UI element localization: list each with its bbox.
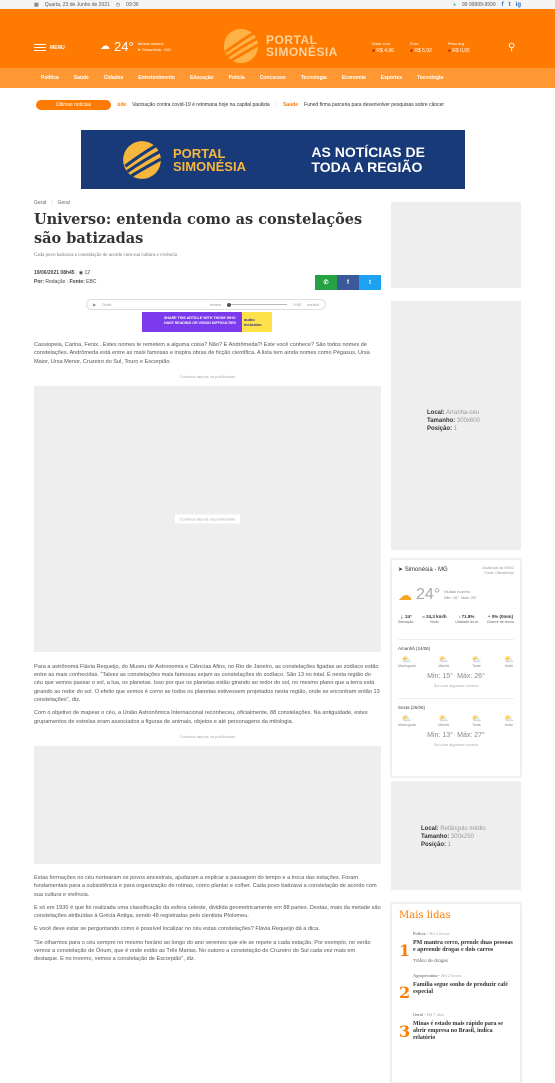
forecast-part: Noite: [504, 723, 514, 727]
forecast-icon: ⛅: [471, 655, 482, 664]
article-paragraph: Cassiopeia, Carina, Fenix...Estes nomes te remetem a alguma coisa? Não? E Andrômeda?! Este você conhece? São todos nomes de constelações. Andrômeda está entre as mais famosas e inspira obras de ficção científica. A lista tem ainda nomes como Pégasus, Ursa Maior, Ursa Menor, Cruzeiro do Sul, Touro e Escorpião.: [34, 342, 370, 365]
ad-label: Continua depois da publicidade: [179, 733, 236, 739]
forecast-icon: ⛅: [401, 714, 412, 723]
header-location: Simonésia - MG: [142, 46, 171, 52]
rank-number: 3: [399, 1022, 411, 1041]
weather-location: Simonésia - MG: [404, 567, 448, 573]
stat-label: Sensação: [398, 620, 414, 624]
inline-ad[interactable]: [34, 386, 381, 652]
header-temp: 24°: [114, 39, 134, 54]
item-ago: Há 2 horas: [429, 931, 450, 936]
ticker-item[interactable]: Vacinação contra covid-19 é retomana hoje na capital paulista: [132, 102, 270, 108]
banner-slogan-line2: TODA A REGIÃO: [311, 158, 423, 175]
cloud-sun-icon: ☁: [398, 586, 412, 603]
article-paragraph: "Se olharmos para o céu sempre no mesmo horário ao longo do ano veremos que ele se repete a cada estação. Por exemplo, no verão vemos a constelação de Órium, que é onde estão as Três Marias. No outono a constelação do Cruzeiro do Sul cada vez mais em destaque. E no inverno, vemos a constelação de Escorpião", diz.: [34, 939, 371, 963]
forecast-min: Min: 13°: [427, 732, 453, 739]
article-paragraph: Para a astrônoma Flávia Requeijo, do Museu de Astronomia e Ciências Afins, no Rio de Janeiro, as constelações ligadas ao zodíaco estão entre as mais conhecidas. "Talvez as constelações mais famosas sejam as constelações do zodíaco. São 13 no total. É nesta região do céu que vemos passar o sol, a lua, os planetas. Isso por que os planetas estão girando ao redor do sol, no mesmo plano que a terra está girando ao redor do sol. O efeito que vemos é como se todos os planetas estivessem projetados nesta região, onde se encontram então 13 constelações", diz.: [34, 663, 380, 704]
forecast-icon: ⛅: [401, 655, 412, 664]
banner-logo-line1: PORTAL: [173, 145, 226, 161]
facebook-share-button[interactable]: f: [337, 275, 359, 290]
sidebar-ad-small[interactable]: [391, 202, 521, 288]
weather-temp: 24°: [416, 586, 441, 603]
audio-inclusion-banner[interactable]: [142, 312, 272, 332]
nav-item-cidades[interactable]: Cidades: [103, 75, 124, 81]
rate-value: R$ 0,05: [452, 48, 470, 54]
forecast-icon: ⛅: [471, 714, 482, 723]
down-arrow-icon: ●: [409, 48, 413, 54]
forecast-day: [398, 698, 514, 747]
forecast-part: Manhã: [438, 723, 449, 727]
sidebar-ad-rectangle[interactable]: [391, 781, 521, 890]
calendar-icon: ▦: [34, 1, 39, 8]
author-label: Por:: [34, 279, 44, 285]
nav-item-concursos[interactable]: Concursos: [259, 75, 286, 81]
nav-item-politica[interactable]: Política: [41, 75, 59, 81]
thermometer-icon: 🌡: [399, 615, 405, 619]
article-meta: 19/06/2021 08h45 | ◉ 12 Por: Redação | Fonte: EBC: [34, 270, 97, 285]
item-title[interactable]: PM mantra cerco, prende duas pessoas e apreende drogas e dois carros: [413, 940, 513, 953]
nav-item-economia[interactable]: Economia: [341, 75, 366, 81]
location-arrow-icon: ➤: [137, 46, 142, 52]
most-read-title: Mais lidas: [399, 910, 451, 921]
breadcrumb-item[interactable]: Geral: [34, 200, 47, 206]
weather-source: Fonte: Climatempo: [484, 571, 514, 575]
audio-progress[interactable]: [227, 304, 287, 305]
droplet-icon: ◊: [458, 615, 461, 619]
rate-value: R$ 4,96: [376, 48, 394, 54]
breadcrumb: Geral | Geral: [34, 200, 70, 206]
top-banner-ad[interactable]: [81, 130, 465, 189]
stat-label: Chance de chuva: [486, 620, 514, 624]
ad-size: 300x250: [450, 834, 474, 840]
twitter-share-button[interactable]: t: [359, 275, 381, 290]
weather-condition: Muitas nuvens: [444, 589, 470, 594]
ad-pos: 1: [447, 842, 452, 848]
cloud-sun-icon: ☁: [100, 41, 110, 52]
forecast-min: Min: 15°: [427, 673, 453, 680]
sidebar-ad-skyscraper[interactable]: [391, 301, 521, 550]
currency-rates: [372, 41, 470, 54]
article-paragraph: E você deve estar se perguntando como é possível localizar no céu estas constelações? Flávia Requeijo dá a dica.: [34, 926, 320, 933]
article-paragraph: E só em 1930 é que foi realizada uma classificação da esfera celeste, dividida geometricamente em 88 partes. Destas, mais da metade são constelações atribuídas à Grécia Antiga, sendo 48 registradas pelo cientista Ptolomeu.: [34, 904, 381, 920]
wind-icon: ≋: [422, 615, 426, 619]
weather-widget: [391, 559, 521, 777]
down-arrow-icon: ●: [447, 48, 451, 54]
stat-value: 0% (0mm): [491, 614, 514, 619]
forecast-date: Sexta (25/06): [398, 705, 426, 710]
forecast-desc: Sol com algumas nuvens: [433, 742, 479, 747]
ticker-category: úde: [117, 102, 127, 108]
ad-label: Continua depois da publicidade: [175, 514, 241, 523]
ticker-item[interactable]: Funed firma parceria para desenvolver pesquisas sobre câncer: [304, 102, 445, 108]
logo-line2: SIMONÉSIA: [266, 45, 338, 59]
forecast-date: Amanhã (24/06): [398, 646, 431, 651]
ad-local-label: Local:: [427, 410, 445, 416]
facebook-icon[interactable]: f: [501, 1, 504, 8]
inline-ad-2[interactable]: [34, 746, 381, 864]
audio-player: [86, 299, 326, 310]
author: Redação: [45, 279, 66, 285]
banner-slogan-line1: AS NOTÍCIAS DE: [311, 143, 425, 160]
eye-icon: ◉: [78, 270, 84, 276]
item-title[interactable]: Família segue sonho de produzir café especial: [413, 982, 508, 995]
most-read-item[interactable]: 1 Polícia - Há 2 horas PM mantra cerco, prende duas pessoas e apreende drogas e dois carros Tráfico de drogas: [399, 931, 513, 963]
forecast-desc: Sol com algumas nuvens: [433, 683, 479, 688]
ticker-category: Saúde: [283, 102, 299, 108]
article-paragraph: Estas formações no céu nortearam os povos ancestrais, ajudaram a explicar a passagem do tempo e a troca das estações. Foram fundamentais para a subsistência e para organização de rotinas, como plantar e colher. Cada povo batizava a constelação de acordo com sua cultura e vivência.: [34, 874, 377, 898]
ad-local: Arranha-céu: [446, 410, 480, 416]
forecast-icon: ⛅: [438, 655, 449, 664]
menu-button[interactable]: [34, 44, 65, 51]
news-ticker: Últimas notícias úde Vacinação contra covid-19 é retomana hoje na capital paulista | Saúde Funed firma parceria para desenvolver pesquisas sobre câncer: [36, 99, 520, 111]
current-date: Quarta, 23 de Junho de 2021: [44, 1, 110, 8]
twitter-icon[interactable]: t: [508, 1, 511, 8]
nav-item-policia[interactable]: Polícia: [228, 75, 245, 81]
article: [34, 200, 381, 964]
weather-max: Máx: 25°: [461, 595, 477, 600]
clock-icon: ◷: [115, 1, 121, 8]
down-arrow-icon: ●: [372, 48, 376, 54]
menu-label: MENU: [50, 44, 65, 51]
whatsapp-share-button[interactable]: ✆: [315, 275, 337, 290]
ad-pos: 1: [453, 426, 458, 432]
share-buttons: [315, 275, 381, 290]
audio-banner-brand: audio inclusion: [242, 312, 272, 332]
banner-sun-icon: [121, 139, 163, 181]
ad-size-label: Tamanho:: [427, 418, 456, 424]
current-time: 09:36: [126, 1, 139, 8]
item-ago: Há 7 dias: [426, 1012, 445, 1017]
nav-item-tecnologia[interactable]: Tecnologia: [300, 75, 327, 81]
header-condition: Muitas nuvens: [137, 40, 164, 46]
article-date: 19/06/2021 08h45: [34, 270, 75, 276]
forecast-max: Máx: 27°: [457, 732, 485, 739]
site-logo[interactable]: [222, 27, 338, 65]
volume-label[interactable]: sonido: [307, 302, 319, 307]
most-read: [391, 903, 521, 1083]
stat-value: 71.8%: [461, 614, 475, 619]
nav-item-tecnologia-2[interactable]: Tecnologia: [417, 75, 444, 81]
logo-sun-icon: [222, 27, 260, 65]
search-icon[interactable]: ⚲: [508, 42, 516, 53]
forecast-part: Madrugada: [398, 664, 416, 668]
phone-number[interactable]: 99 99999-9999: [462, 1, 496, 8]
rate-label: Peso Arg.: [447, 41, 466, 46]
nav-item-esportes[interactable]: Esportes: [380, 75, 403, 81]
nav-item-saude[interactable]: Saúde: [73, 75, 89, 81]
nav-item-entretenimento[interactable]: Entretenimento: [138, 75, 175, 81]
rain-icon: ☂: [487, 615, 491, 619]
nav-item-educacao[interactable]: Educação: [189, 75, 214, 81]
header-weather[interactable]: [100, 39, 171, 54]
item-title[interactable]: Minas é estado mais rápido para se abrir empresa no Brasil, indica relatório: [413, 1021, 503, 1041]
forecast-part: Manhã: [438, 664, 449, 668]
location-arrow-icon: ➤: [398, 567, 404, 573]
rate-label: Euro: [409, 41, 419, 46]
item-category: Geral: [413, 1012, 423, 1017]
stat-value: 24,3 km/h: [426, 614, 447, 619]
play-icon[interactable]: ▶: [93, 302, 97, 307]
item-category: Polícia: [413, 931, 426, 936]
logo-line1: PORTAL: [266, 33, 318, 47]
ad-pos-label: Posição:: [421, 842, 447, 848]
ad-size-label: Tamanho:: [421, 834, 450, 840]
weather-min: Min: 16°: [444, 595, 459, 600]
forecast-day: [398, 639, 514, 688]
rank-number: 1: [399, 941, 411, 960]
forecast-icon: ⛅: [504, 655, 514, 664]
breadcrumb-item[interactable]: Geral: [57, 200, 70, 206]
rate-value: R$ 5,92: [414, 48, 432, 54]
stat-value: 24°: [405, 614, 412, 619]
top-bar: [0, 0, 555, 9]
ticker-badge: Últimas notícias: [36, 100, 111, 110]
forecast-icon: ⛅: [504, 714, 514, 723]
ad-size: 300x600: [456, 418, 480, 424]
item-category: Agropecuária: [413, 973, 438, 978]
forecast-part: Tarde: [472, 664, 481, 668]
item-ago: Há 2 horas: [441, 973, 462, 978]
article-subtitle: Cada povo batizava a constelação de acordo com sua cultura e vivência: [34, 253, 177, 258]
weather-updated: Atualizado às 09h22: [482, 566, 514, 570]
most-read-item[interactable]: 2 Agropecuária - Há 2 horas Família segue sonho de produzir café especial: [399, 973, 513, 1002]
whatsapp-icon: ●: [452, 1, 456, 8]
site-header: [0, 9, 555, 68]
audio-time: 0:00: [293, 302, 302, 307]
article-paragraph: Com o objetivo de mapear o céu, a União Astronômica Internacional reconheceu, oficialmente, 88 constelações. Na antiguidade, estes grupamentos de estrelas eram associados a figuras de animais, objetos e até personagens da mitologia.: [34, 710, 368, 725]
forecast-icon: ⛅: [438, 714, 449, 723]
hamburger-icon: [34, 44, 46, 51]
voice-label[interactable]: Ouvir: [102, 302, 112, 307]
forecast-part: Madrugada: [398, 723, 416, 727]
banner-logo-line2: SIMONÉSIA: [173, 158, 246, 174]
ad-local-label: Local:: [421, 826, 439, 832]
forecast-part: Noite: [504, 664, 514, 668]
main-nav: [0, 68, 555, 88]
forecast-max: Máx: 26°: [457, 673, 485, 680]
speed-label[interactable]: entero: [210, 302, 222, 307]
rate-label: Dólar com.: [372, 41, 392, 46]
item-tag[interactable]: Tráfico de drogas: [413, 958, 448, 963]
source: EBC: [86, 279, 97, 285]
instagram-icon[interactable]: ig: [515, 1, 521, 8]
stat-label: Vento: [429, 620, 439, 624]
most-read-item[interactable]: 3 Geral - Há 7 dias Minas é estado mais rápido para se abrir empresa no Brasil, indica relatório: [399, 1012, 513, 1042]
source-label: Fonte:: [69, 279, 85, 285]
audio-banner-text: SHARE THIS ARTICLE WITH THOSE WHO HAVE READING OR VISION DIFFICULTIES: [142, 312, 242, 332]
view-count: 12: [84, 270, 91, 276]
ad-label: Continua depois da publicidade: [179, 373, 236, 379]
article-title: Universo: entenda como as constelações são batizadas: [34, 211, 363, 247]
stat-label: Umidade do ar: [455, 620, 479, 624]
rank-number: 2: [399, 983, 411, 1002]
forecast-part: Tarde: [472, 723, 481, 727]
ad-pos-label: Posição:: [427, 426, 453, 432]
ad-local: Retângulo médio: [440, 826, 486, 832]
